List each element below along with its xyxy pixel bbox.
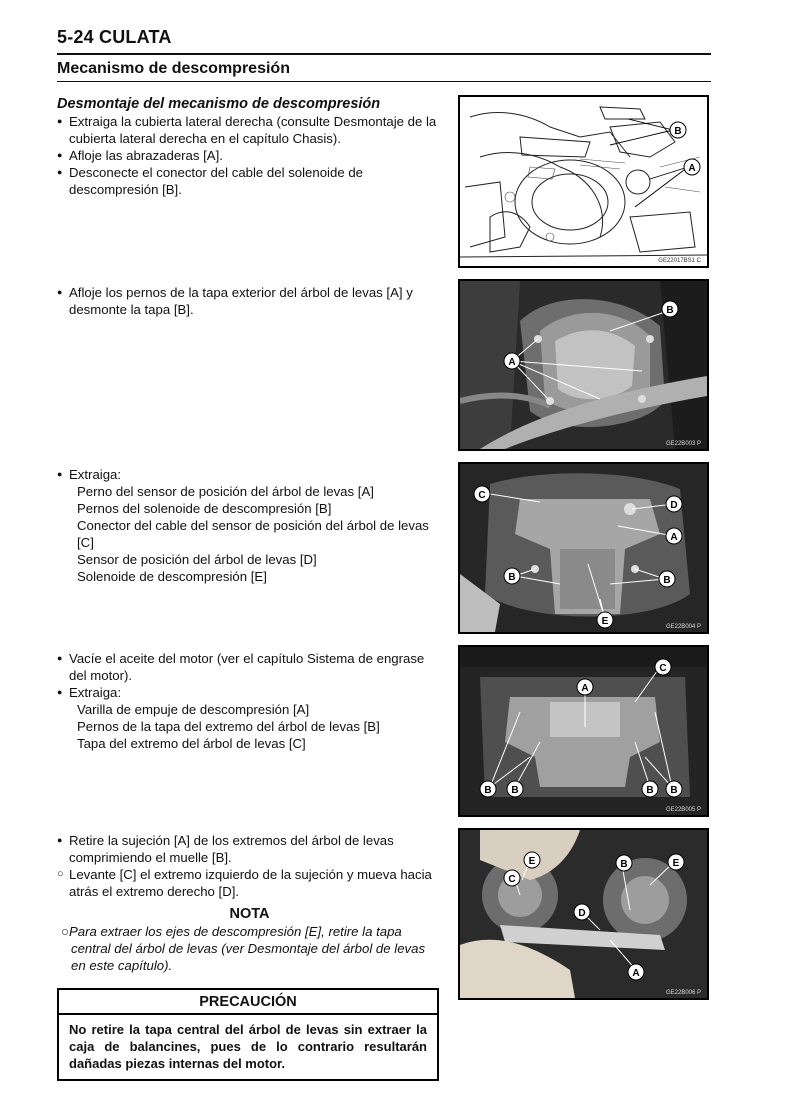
callout-label: B	[663, 575, 671, 586]
part-item: Perno del sensor de posición del árbol de levas [A]	[77, 484, 374, 499]
block-retainer	[57, 832, 442, 974]
note-text: ○Para extraer los ejes de descompresión [E], retire la tapa central del árbol de levas (ver Desmontaje del árbol de levas en este capítulo).	[61, 924, 426, 973]
figure-photo	[460, 830, 707, 998]
figure-sensor-solenoid	[458, 462, 709, 634]
step-bullet: ● Afloje las abrazaderas [A].	[57, 147, 442, 164]
callout-label: D	[670, 500, 678, 511]
callout-label: A	[581, 683, 589, 694]
step-bullet: ● Retire la sujeción [A] de los extremos del árbol de levas comprimiendo el muelle [B].	[57, 832, 442, 866]
callout-label: C	[659, 663, 667, 674]
figure-camshaft-retainer	[458, 828, 709, 1000]
callout-label: D	[578, 908, 586, 919]
block-outer-cover	[57, 284, 442, 318]
callout-label: B	[646, 785, 654, 796]
part-item: Solenoide de descompresión [E]	[77, 569, 267, 584]
figure-photo	[460, 647, 707, 815]
step-bullet: ● Extraiga:	[57, 684, 442, 701]
callout-label: E	[672, 858, 680, 869]
section-rule	[57, 81, 711, 82]
section-title: Mecanismo de descompresión	[57, 60, 290, 77]
figure-photo	[460, 464, 707, 632]
header-rule	[57, 53, 711, 55]
part-item: Conector del cable del sensor de posición del árbol de levas [C]	[77, 518, 429, 550]
callout-label: A	[688, 163, 696, 174]
callout-label: A	[670, 532, 678, 543]
page-header	[57, 27, 711, 82]
figure-photo	[460, 281, 707, 449]
callout-label: A	[508, 357, 516, 368]
note-body: Para extraer los ejes de descompresión [E], retire la tapa central del árbol de levas (ver Desmontaje del árbol de levas en este capítulo).	[68, 924, 426, 973]
precaution-box	[57, 988, 439, 1081]
sub-step: ○ Levante [C] el extremo izquierdo de la sujeción y mueva hacia atrás el extremo derecho [D].	[57, 866, 442, 900]
figure-cam-outer-cover	[458, 279, 709, 451]
step-bullet: ● Extraiga la cubierta lateral derecha (consulte Desmontaje de la cubierta lateral derecha en el capítulo Chasis).	[57, 113, 442, 147]
callout-label: B	[674, 126, 682, 137]
callout-label: A	[632, 968, 640, 979]
figure-code: GE22B006 P	[665, 990, 701, 996]
step-bullet: ● Afloje los pernos de la tapa exterior del árbol de levas [A] y desmonte la tapa [B].	[57, 284, 442, 318]
callout-label: C	[508, 874, 516, 885]
precaution-text: No retire la tapa central del árbol de levas sin extraer la caja de balancines, pues de lo contrario resultarán dañadas piezas internas del motor.	[69, 1022, 427, 1071]
figure-right-side-cover	[458, 95, 709, 268]
figure-code: GE22B004 P	[665, 624, 701, 630]
part-item: Tapa del extremo del árbol de levas [C]	[77, 736, 306, 751]
callout-label: B	[620, 859, 628, 870]
step-bullet: ● Extraiga:	[57, 466, 442, 483]
block-desmontaje	[57, 95, 442, 198]
sub-heading: Desmontaje del mecanismo de descompresión	[57, 96, 381, 112]
callout-label: E	[528, 856, 536, 867]
step-bullet: ● Vacíe el aceite del motor (ver el capítulo Sistema de engrase del motor).	[57, 650, 442, 684]
figure-code: GE22017BS1 C	[658, 258, 701, 264]
part-item: Sensor de posición del árbol de levas [D]	[77, 552, 317, 567]
callout-label: B	[511, 785, 519, 796]
callout-label: B	[670, 785, 678, 796]
page-title: 5-24 CULATA	[57, 27, 172, 47]
part-item: Pernos de la tapa del extremo del árbol de levas [B]	[77, 719, 380, 734]
callout-label: B	[666, 305, 674, 316]
block-sensor-removal	[57, 466, 442, 585]
part-item: Pernos del solenoide de descompresión [B]	[77, 501, 332, 516]
note-title: NOTA	[229, 906, 270, 922]
callout-label: B	[508, 572, 516, 583]
figure-code: GE22B003 P	[665, 441, 701, 447]
step-bullet: ● Desconecte el conector del cable del solenoide de descompresión [B].	[57, 164, 442, 198]
part-item: Varilla de empuje de descompresión [A]	[77, 702, 310, 717]
block-end-cap	[57, 650, 442, 752]
figure-code: GE22B005 P	[665, 807, 701, 813]
callout-label: E	[601, 616, 609, 627]
precaution-title: PRECAUCIÓN	[59, 990, 437, 1015]
figure-camshaft-end-cap	[458, 645, 709, 817]
callout-label: C	[478, 490, 486, 501]
figure-drawing	[460, 97, 707, 266]
callout-label: B	[484, 785, 492, 796]
